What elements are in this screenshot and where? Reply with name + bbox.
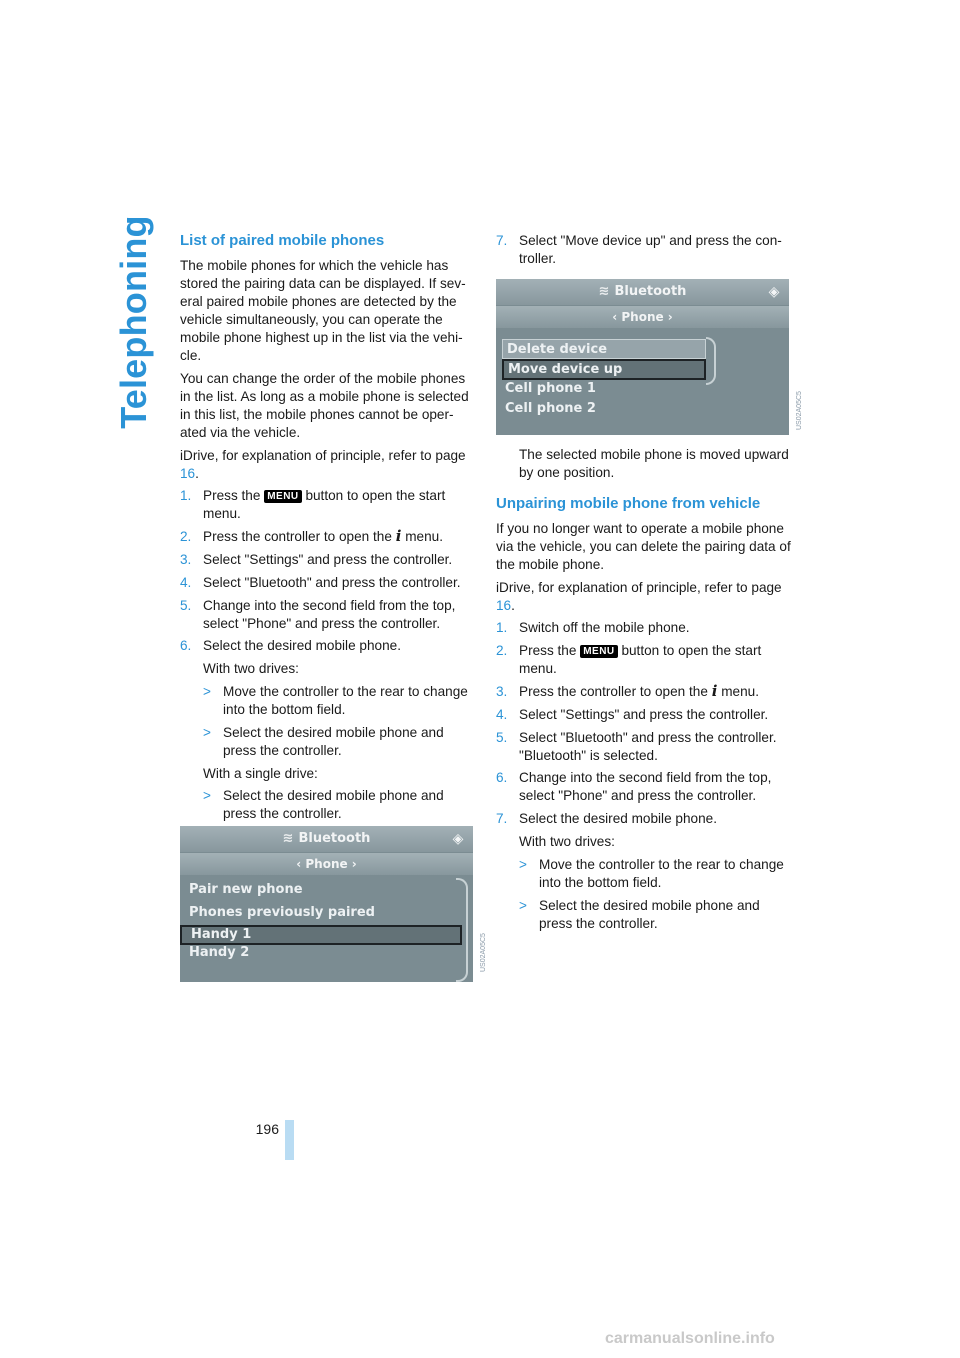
unpair-step-5: 5. Select "Bluetooth" and press the controller. "Bluetooth" is selected. <box>496 729 777 763</box>
screen-subtitle-bar: ‹ Phone › <box>180 853 473 875</box>
step-4: 4. Select "Bluetooth" and press the controller. <box>180 574 461 590</box>
screen-title-bar: ≋ Bluetooth <box>496 279 789 305</box>
idrive-screenshot-move-device <box>496 279 789 435</box>
page-tab-marker <box>285 1120 294 1160</box>
step-7: 7. Select "Move device up" and press the con-troller. <box>496 233 782 266</box>
left-column <box>180 232 476 828</box>
unpair-step-7: 7. Select the desired mobile phone. <box>496 811 717 827</box>
unpair-step-2: 2. Press the MENU button to open the start menu. <box>496 643 762 677</box>
idrive-screenshot-paired-phones <box>180 826 473 982</box>
screen-list-item[interactable]: Pair new phone <box>189 882 303 897</box>
screen-list-item[interactable]: Delete device <box>502 339 706 359</box>
two-drives-label: With two drives: <box>519 833 615 849</box>
step-3: 3. Select "Settings" and press the controller. <box>180 551 453 567</box>
chapter-title: Telephoning <box>113 215 154 429</box>
unpair-step-1: 1. Switch off the mobile phone. <box>496 620 690 636</box>
screen-title-bar: ≋ Bluetooth <box>180 826 473 852</box>
screen-list-item-selected[interactable]: Move device up <box>502 359 706 380</box>
bluetooth-icon: ≋ <box>282 831 294 846</box>
paragraph: The mobile phones for which the vehicle has stored the pairing data can be displayed. If sev-eral paired mobile phones are detected by the vehicle simultaneously, you can operate the mobile phone highest up in the list via the vehi-cle. <box>180 258 466 363</box>
bullet-item: > Move the controller to the rear to change into the bottom field. <box>519 856 784 890</box>
bullet-item: > Select the desired mobile phone and press the controller. <box>203 788 444 822</box>
info-icon: i <box>711 681 718 700</box>
page-link[interactable]: 16 <box>180 465 196 481</box>
page-link[interactable]: 16 <box>496 597 512 613</box>
screen-scrollbar <box>706 337 716 385</box>
screen-list-item[interactable]: Handy 2 <box>189 945 250 960</box>
section-heading-unpairing: Unpairing mobile phone from vehicle <box>496 494 761 512</box>
bullet-item: > Select the desired mobile phone and press the controller. <box>203 724 444 758</box>
chapter-tab <box>111 215 157 429</box>
screen-list-item[interactable]: Cell phone 1 <box>505 381 596 396</box>
paragraph: You can change the order of the mobile phones in the list. As long as a mobile phone is selected in this list, the mobile phones cannot be oper-ated via the vehicle. <box>180 370 469 440</box>
single-drive-label: With a single drive: <box>203 765 318 781</box>
step-5: 5. Change into the second field from the top, select "Phone" and press the controller. <box>180 597 456 631</box>
bluetooth-icon: ≋ <box>598 284 610 299</box>
screen-list-item[interactable]: Phones previously paired <box>189 905 375 920</box>
menu-key-icon: MENU <box>264 490 301 503</box>
screen-list-item[interactable]: Cell phone 2 <box>505 401 596 416</box>
screen-list-item-selected[interactable]: Handy 1 <box>180 925 462 945</box>
page-number: 196 <box>255 1121 279 1137</box>
screen-scrollbar <box>456 878 468 982</box>
step-2: 2. Press the controller to open the i menu. <box>180 527 443 546</box>
navigation-compass-icon: ◈ <box>452 831 464 847</box>
paragraph: If you no longer want to operate a mobile phone via the vehicle, you can delete the pairing data of the mobile phone. <box>496 520 791 572</box>
step-1: 1. Press the MENU button to open the start menu. <box>180 488 446 522</box>
unpair-step-4: 4. Select "Settings" and press the controller. <box>496 706 769 722</box>
bullet-item: > Move the controller to the rear to change into the bottom field. <box>203 683 468 717</box>
two-drives-label: With two drives: <box>203 661 299 677</box>
unpair-step-3: 3. Press the controller to open the i menu. <box>496 681 759 700</box>
step-6: 6. Select the desired mobile phone. <box>180 638 401 654</box>
info-icon: i <box>395 527 402 546</box>
menu-key-icon: MENU <box>580 645 617 658</box>
moved-note: The selected mobile phone is moved upward by one position. <box>519 446 789 480</box>
screen-subtitle-bar: ‹ Phone › <box>496 306 789 328</box>
paragraph: iDrive, for explanation of principle, refer to page 16. <box>180 447 466 481</box>
image-code: US02A05C5 <box>480 933 487 972</box>
navigation-compass-icon: ◈ <box>768 284 780 300</box>
bullet-item: > Select the desired mobile phone and press the controller. <box>519 897 760 931</box>
footer-watermark: carmanualsonline.info <box>605 1330 775 1347</box>
unpair-step-6: 6. Change into the second field from the top, select "Phone" and press the controller. <box>496 770 772 804</box>
section-heading-paired-phones: List of paired mobile phones <box>180 232 385 249</box>
paragraph: iDrive, for explanation of principle, refer to page 16. <box>496 579 782 613</box>
image-code: US02A05C5 <box>796 391 803 430</box>
